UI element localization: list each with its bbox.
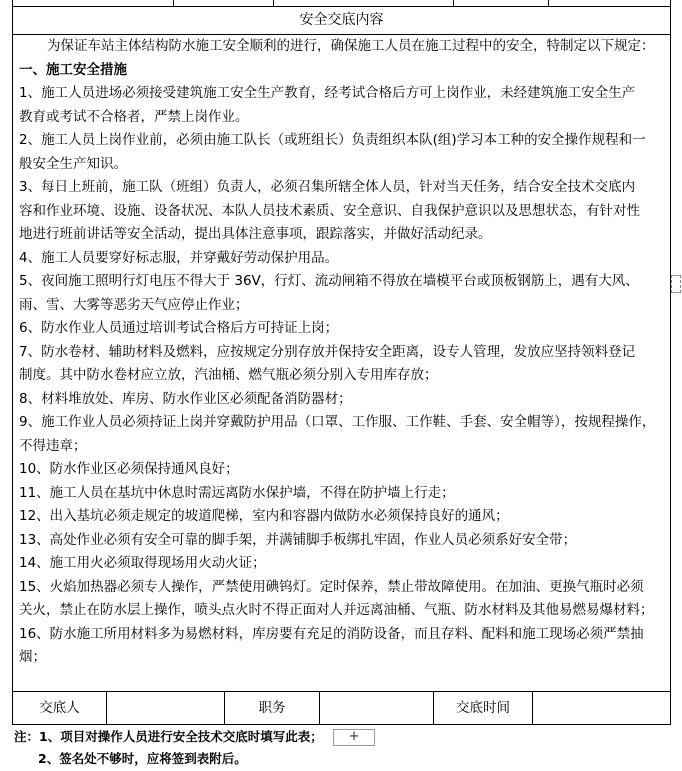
content-line: 11、施工人员在基坑中休息时需远离防水保护墙，不得在防护墙上行走； bbox=[19, 484, 455, 501]
content-line: 雨、雪、大雾等恶劣天气应停止作业； bbox=[19, 296, 249, 313]
signature-row bbox=[13, 692, 670, 724]
content-line: 12、出入基坑必须走规定的坡道爬梯，室内和容器内做防水必须保持良好的通风； bbox=[19, 508, 509, 524]
note-2: 2、签名处不够时，应将签到表附后。 bbox=[38, 751, 247, 766]
content-line: 般安全生产知识。 bbox=[19, 155, 127, 172]
add-row-button[interactable]: + bbox=[333, 729, 375, 746]
content-line: 7、防水卷材、辅助材料及燃料，应按规定分别存放并保持安全距离，设专人管理，发放应坚持领料登记 bbox=[19, 343, 636, 360]
table-resize-handle[interactable] bbox=[671, 275, 681, 293]
content-line: 1、施工人员进场必须接受建筑施工安全生产教育，经考试合格后方可上岗作业，未经建筑施工安全生产 bbox=[19, 85, 636, 101]
time-label: 交底时间 bbox=[434, 692, 533, 724]
content-line: 5、夜间施工照明行灯电压不得大于 36V，行灯、流动闸箱不得放在墙模平台或顶板钢筋上，遇有大风、 bbox=[19, 273, 639, 289]
content-line: 9、施工作业人员必须持证上岗并穿戴防护用品（口罩、工作服、工作鞋、手套、安全帽等），按规程操作， bbox=[19, 414, 656, 430]
content-line: 教育或考试不合格者，严禁上岗作业。 bbox=[19, 108, 249, 125]
content-line: 容和作业环境、设施、设备状况、本队人员技术素质、安全意识、自我保护意识以及思想状态，有针对性 bbox=[19, 202, 640, 219]
content-line: 不得违章； bbox=[19, 437, 87, 454]
content-line: 6、防水作业人员通过培训考试合格后方可持证上岗； bbox=[19, 320, 339, 336]
briefing-content[interactable] bbox=[13, 35, 670, 692]
content-line: 地进行班前讲话等安全活动，提出具体注意事项，跟踪落实，并做好活动纪录。 bbox=[19, 226, 492, 242]
position-cell[interactable] bbox=[320, 692, 434, 724]
presenter-label: 交底人 bbox=[13, 692, 107, 724]
content-line: 3、每日上班前，施工队（班组）负责人，必须召集所辖全体人员，针对当天任务，结合安全技术交底内 bbox=[19, 179, 636, 195]
intro-paragraph: 为保证车站主体结构防水施工安全顺利的进行，确保施工人员在施工过程中的安全，特制定以下规定： bbox=[47, 38, 655, 54]
content-line: 制度。其中防水卷材应立放，汽油桶、燃气瓶必须分别入专用库存放； bbox=[19, 367, 438, 383]
content-line: 15、火焰加热器必须专人操作，严禁使用碘钨灯。定时保养，禁止带故障使用。在加油、更换气瓶时必须 bbox=[19, 578, 644, 595]
content-line: 14、施工用火必须取得现场用火动火证； bbox=[19, 555, 266, 571]
presenter-signature-cell[interactable] bbox=[107, 692, 225, 724]
time-cell[interactable] bbox=[533, 692, 670, 724]
content-line: 烟； bbox=[19, 649, 46, 665]
content-line: 8、材料堆放处、库房、防水作业区必须配备消防器材； bbox=[19, 390, 352, 407]
table-notes bbox=[14, 726, 375, 770]
note-1: 注：1、项目对操作人员进行安全技术交底时填写此表； bbox=[14, 729, 323, 744]
position-label: 职务 bbox=[225, 692, 320, 724]
content-line: 10、防水作业区必须保持通风良好； bbox=[19, 461, 239, 477]
content-line: 13、高处作业必须有安全可靠的脚手架，并满铺脚手板绑扎牢固，作业人员必须系好安全带； bbox=[19, 531, 577, 548]
note-line-1 bbox=[14, 726, 375, 748]
content-line: 2、施工人员上岗作业前，必须由施工队长（或班组长）负责组织本队(组)学习本工种的安全操作规程和一 bbox=[19, 132, 646, 148]
content-line: 16、防水施工所用材料多为易燃材料，库房要有充足的消防设备，而且存料、配料和施工现场必须严禁抽 bbox=[19, 625, 644, 642]
content-line: 关火，禁止在防水层上操作，喷头点火时不得正面对人并远离油桶、气瓶、防水材料及其他易燃易爆材料； bbox=[19, 602, 654, 618]
safety-briefing-table bbox=[12, 6, 671, 725]
section-heading: 一、施工安全措施 bbox=[19, 61, 127, 78]
content-line: 4、施工人员要穿好标志服，并穿戴好劳动保护用品。 bbox=[19, 249, 339, 266]
table-title: 安全交底内容 bbox=[13, 6, 670, 35]
